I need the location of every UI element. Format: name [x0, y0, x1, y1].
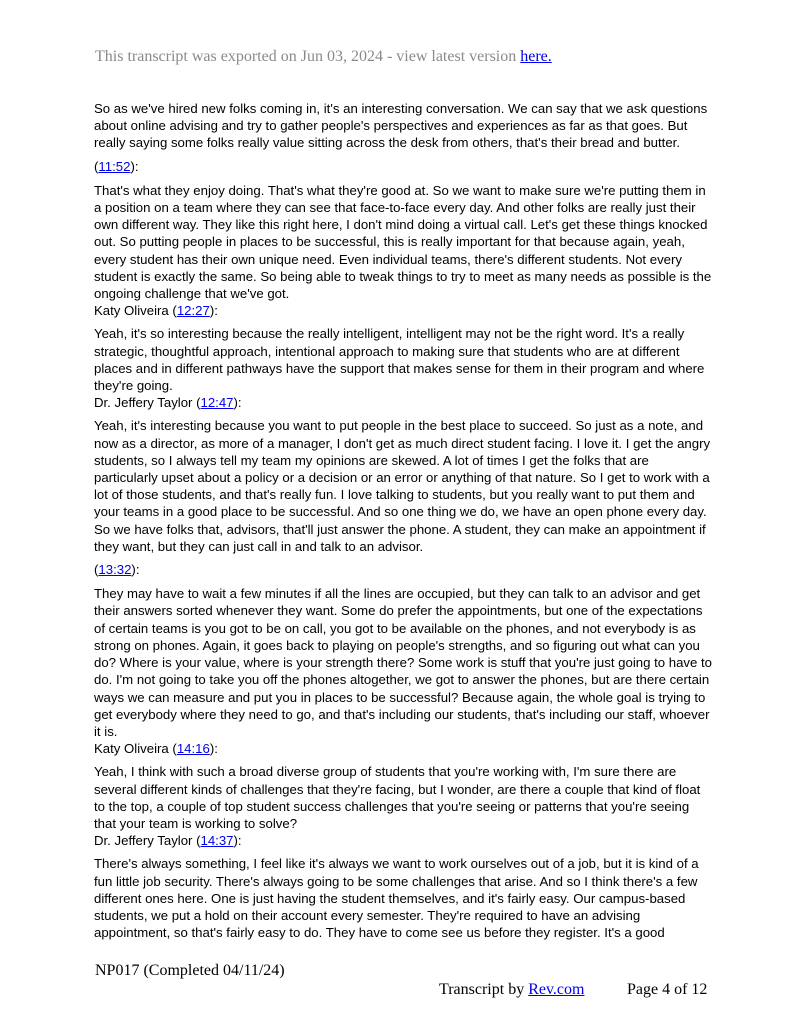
transcript-paragraph — [94, 855, 714, 941]
speaker-line: Katy Oliveira (12:27): — [94, 303, 218, 319]
paragraph-text: Yeah, I think with such a broad diverse group of students that you're working with, I'm sure there are several different kinds of challenges that they're facing, but I wonder, are there a couple that kind of float to the top, a couple of top student success challenges that you're seeing or patterns that you're seeing that your team is working to solve? — [94, 764, 701, 831]
speaker-line: Katy Oliveira (14:16): — [94, 741, 218, 757]
timestamp-link[interactable]: 12:27 — [176, 303, 210, 319]
timestamp-link[interactable]: 12:47 — [200, 395, 234, 411]
paragraph-text: Yeah, it's so interesting because the really intelligent, intelligent may not be the right word. It's a really strategic, thoughtful approach, intentional approach to making sure that students who are at different places and in different pathways have the support that makes sense for them in their program and where they're going. — [94, 326, 705, 394]
export-note — [95, 47, 735, 67]
speaker-line: Dr. Jeffery Taylor (14:37): — [94, 833, 242, 849]
document-id: NP017 (Completed 04/11/24) — [95, 962, 285, 979]
transcript-paragraph — [94, 182, 714, 320]
timestamp-link[interactable]: 13:32 — [98, 562, 132, 578]
transcript-paragraph — [94, 585, 714, 757]
paragraph-text: That's what they enjoy doing. That's what they're good at. So we want to make sure we're putting them in a position on a team where they can see that face-to-face every day. And other folks are really just their own different way. They like this right here, I don't mind doing a virtual call. Let's get these things knocked out. So putting people in places to be successful, this is really important for that because again, yeah, every student has their own unique need. Even individual teams, there's different students. Not every student is exactly the same. So being able to tweak things to try to meet as many needs as possible is the ongoing challenge that we've got. — [94, 182, 712, 302]
credit-prefix: Transcript by — [439, 981, 525, 998]
speaker-name: Katy Oliveira — [94, 741, 169, 757]
transcript-paragraph — [94, 417, 714, 555]
transcript-paragraph — [94, 325, 714, 411]
timestamp-line: (11:52): — [94, 158, 139, 174]
paragraph-text: Yeah, it's interesting because you want to put people in the best place to succeed. So just as a note, and now as a director, as more of a manager, I don't get as much direct student facing. I love it. I get the angry students, so I always tell my team my opinions are skewed. A lot of times I get the folks that are particularly upset about a policy or a decision or an error or anything of that nature. So I get to work with a lot of those students, and that's really fun. I love talking to students, but you really want to put them and your teams in a good place to be successful. And so one thing we do, we have an open phone every day. So we have folks that, advisors, that'll just answer the phone. A student, they can make an appointment if they want, but they can just call in and talk to an advisor. — [94, 418, 711, 554]
rev-link[interactable]: Rev.com — [528, 981, 585, 998]
transcript-body — [94, 100, 714, 947]
timestamp-link[interactable]: 11:52 — [98, 158, 131, 174]
timestamp-line: (13:32): — [94, 562, 140, 578]
paragraph-text: They may have to wait a few minutes if all the lines are occupied, but they can talk to an advisor and get their answers sorted whenever they want. Some do prefer the appointments, but one of the expectations of certain teams is you got to be on call, you got to be available on the phones, and not everybody is as strong on phones. Again, it goes back to playing on people's strengths, and so figuring out what can you do? Where is your value, where is your strength there? Some work is stuff that you're just going to have to do. I'm not going to take you off the phones altogether, we got to answer the phones, but are there certain ways we can measure and put you in places to be successful? Because again, the whole goal is trying to get everybody where they need to go, and that's including our students, that's including our staff, whoever it is. — [94, 586, 713, 739]
timestamp-link[interactable]: 14:16 — [176, 741, 210, 757]
transcript-paragraph — [94, 763, 714, 849]
transcript-paragraph — [94, 100, 714, 152]
paragraph-text: There's always something, I feel like it's always we want to work ourselves out of a job, but it is kind of a fun little job security. There's always going to be some challenges that arise. And so I think there's a few different ones here. One is just having the student themselves, and it's fairly easy. Our campus-based students, we put a hold on their account every semester. They're required to have an advising appointment, so that's fairly easy to do. They have to come see us before they register. It's a good — [94, 856, 699, 941]
transcript-credit — [439, 980, 584, 1000]
paragraph-text: So as we've hired new folks coming in, it's an interesting conversation. We can say that we ask questions about online advising and try to gather people's perspectives and experiences as far as that goes. But really saying some folks really value sitting across the desk from others, that's their bread and butter. — [94, 101, 708, 151]
page-number: Page 4 of 12 — [627, 981, 708, 998]
speaker-name: Dr. Jeffery Taylor — [94, 833, 193, 849]
latest-version-link[interactable]: here. — [520, 48, 552, 65]
export-note-text: This transcript was exported on Jun 03, 2024 - view latest version — [95, 48, 517, 65]
speaker-name: Katy Oliveira — [94, 303, 169, 319]
speaker-name: Dr. Jeffery Taylor — [94, 395, 193, 411]
speaker-line: Dr. Jeffery Taylor (12:47): — [94, 395, 242, 411]
timestamp-link[interactable]: 14:37 — [200, 833, 234, 849]
